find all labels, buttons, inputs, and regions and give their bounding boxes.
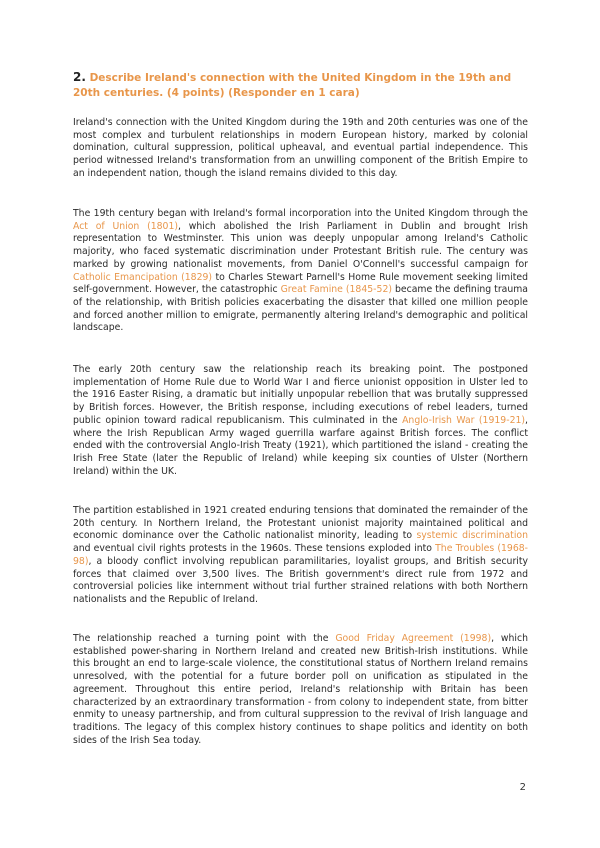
paragraph-text: The partition established in 1921 created enduring tensions that dominated the remainder of the 20th century. In Northern Ireland, the Protestant unionist majority maintained political and economic dominance over the Catholic nationalist minority, leading to [73, 505, 528, 542]
highlight-good-friday-agreement: Good Friday Agreement (1998) [335, 633, 492, 644]
paragraph-text: and eventual civil rights protests in the 1960s. These tensions exploded into [73, 543, 436, 555]
paragraph-text: to Charles Stewart Parnell's Home Rule movement seeking limited self-government. However, the catastrophic [73, 271, 529, 296]
question-number: 2. [73, 70, 86, 84]
highlight-systemic-discrimination: systemic discrimination [416, 530, 528, 542]
highlight-catholic-emancipation: Catholic Emancipation (1829) [73, 271, 213, 283]
paragraph-text: The early 20th century saw the relationship reach its breaking point. The postponed implementation of Home Rule due to World War I and fierce unionist opposition in Ulster led to the 1916 Easter Rising, a dramatic but initially unpopular rebellion that was brutally suppressed by British forces. However, the British response, including executions of rebel leaders, turned public opinion toward radical republicanism. This culminated in the [73, 364, 528, 426]
paragraph-text: became the defining trauma of the relationship, with British policies exacerbating the disaster that killed one million people and forced another million to emigrate, permanently altering Ireland's demographic and political landscape. [73, 284, 528, 334]
paragraph-text: The relationship reached a turning point with the [73, 633, 336, 644]
highlight-great-famine: Great Famine (1845-52) [280, 284, 392, 296]
paragraph-19th-century [73, 208, 528, 335]
paragraph-text: , where the Irish Republican Army waged guerrilla warfare against British forces. The conflict ended with the controversial Anglo-Irish Treaty (1921), which partitioned the island - creating the Irish Free State (later the Republic of Ireland) while keeping six counties of Ulster (Northern Ireland) within the UK. [73, 414, 528, 477]
paragraph-text: The 19th century began with Ireland's formal incorporation into the United Kingdom through the [73, 208, 528, 219]
question-heading [73, 70, 528, 101]
paragraph-early-20th-century [73, 364, 528, 478]
page-number: 2 [519, 782, 526, 793]
highlight-the-troubles: The Troubles (1968-98) [73, 543, 528, 567]
paragraph-partition [73, 505, 528, 607]
paragraph-text: Ireland's connection with the United Kingdom during the 19th and 20th centuries was one of the most complex and turbulent relationships in modern European history, marked by colonial domination, cultural suppression, political upheaval, and eventual partial independence. This period witnessed Ireland's transformation from an unwilling component of the British Empire to an independent nation, though the island remains divided to this day. [73, 117, 528, 179]
paragraph-good-friday [73, 633, 528, 747]
highlight-act-of-union: Act of Union (1801) [73, 220, 179, 232]
paragraph-intro [73, 117, 528, 181]
paragraph-text: , which established power-sharing in Northern Ireland and created new British-Irish institutions. While this brought an end to large-scale violence, the constitutional status of Northern Ireland remains unresolved, with the potential for a future border poll on unification as stipulated in the agreement. Throughout this entire period, Ireland's relationship with Britain has been characterized by an extraordinary transformation - from colony to independent state, from bitter enmity to uneasy partnership, and from cultural suppression to the revival of Irish language and traditions. The legacy of this complex history continues to shape politics and identity on both sides of the Irish Sea today. [73, 633, 528, 746]
question-title: Describe Ireland's connection with the United Kingdom in the 19th and 20th centuries. (4 points) (Responder en 1 cara) [73, 72, 512, 99]
paragraph-text: , a bloody conflict involving republican paramilitaries, loyalist groups, and British security forces that claimed over 3,500 lives. The British government's direct rule from 1972 and controversial policies like internment without trial further strained relations with both Northern nationalists and the Republic of Ireland. [73, 555, 528, 605]
highlight-anglo-irish-war: Anglo-Irish War (1919-21) [402, 414, 526, 426]
paragraph-text: , which abolished the Irish Parliament in Dublin and brought Irish representation to Westminster. This union was deeply unpopular among Ireland's Catholic majority, who faced systematic discrimination under Protestant British rule. The century was marked by growing nationalist movements, from Daniel O'Connell's successful campaign for [73, 220, 528, 270]
